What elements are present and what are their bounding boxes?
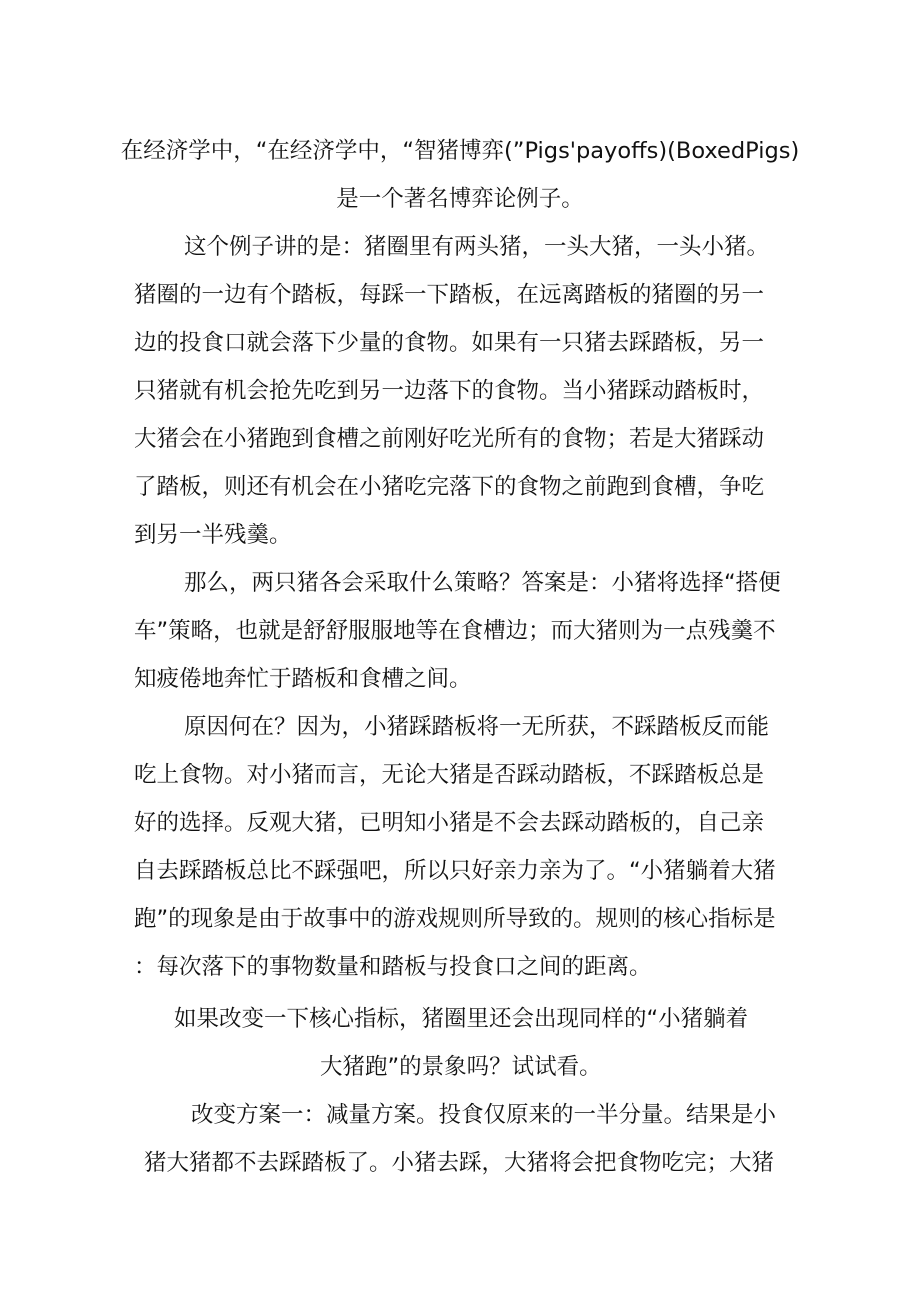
paragraph-line: 猪圈的一边有个踏板，每踩一下踏板，在远离踏板的猪圈的另一 — [134, 282, 765, 308]
paragraph-line: 大猪会在小猪跑到食槽之前刚好吃光所有的食物；若是大猪踩动 — [134, 426, 765, 452]
paragraph-line: 改变方案一：减量方案。投食仅原来的一半分量。结果是小 — [191, 1102, 777, 1128]
paragraph-line: ：每次落下的事物数量和踏板与投食口之间的距离。 — [134, 954, 652, 980]
paragraph-line: 那么，两只猪各会采取什么策略？答案是：小猪将选择“搭便 — [184, 570, 781, 596]
paragraph-line: 这个例子讲的是：猪圈里有两头猪，一头大猪，一头小猪。 — [184, 234, 770, 260]
paragraph-line: 大猪跑”的景象吗？试试看。 — [320, 1054, 602, 1080]
paragraph-line: 了踏板，则还有机会在小猪吃完落下的食物之前跑到食槽，争吃 — [134, 474, 765, 500]
paragraph-line: 如果改变一下核心指标，猪圈里还会出现同样的“小猪躺着 — [174, 1006, 749, 1032]
title-line-1: 在经济学中，“在经济学中，“智猪博弈(”Pigs'payoffs)(BoxedPigs) — [120, 138, 800, 164]
paragraph-line: 猪大猪都不去踩踏板了。小猪去踩，大猪将会把食物吃完；大猪 — [144, 1150, 775, 1176]
title-line-2: 是一个著名博弈论例子。 — [336, 186, 584, 212]
paragraph-line: 自去踩踏板总比不踩强吧，所以只好亲力亲为了。“小猪躺着大猪 — [134, 858, 776, 884]
paragraph-line: 知疲倦地奔忙于踏板和食槽之间。 — [134, 666, 472, 692]
paragraph-line: 车”策略，也就是舒舒服服地等在食槽边；而大猪则为一点残羹不 — [134, 618, 776, 644]
paragraph-line: 吃上食物。对小猪而言，无论大猪是否踩动踏板，不踩踏板总是 — [134, 762, 765, 788]
paragraph-line: 只猪就有机会抢先吃到另一边落下的食物。当小猪踩动踏板时， — [134, 378, 765, 404]
paragraph-line: 原因何在？因为，小猪踩踏板将一无所获，不踩踏板反而能 — [184, 714, 770, 740]
paragraph-line: 好的选择。反观大猪，已明知小猪是不会去踩动踏板的，自己亲 — [134, 810, 765, 836]
paragraph-line: 到另一半残羹。 — [134, 522, 292, 548]
paragraph-line: 边的投食口就会落下少量的食物。如果有一只猪去踩踏板，另一 — [134, 330, 765, 356]
paragraph-line: 跑”的现象是由于故事中的游戏规则所导致的。规则的核心指标是 — [134, 906, 776, 932]
